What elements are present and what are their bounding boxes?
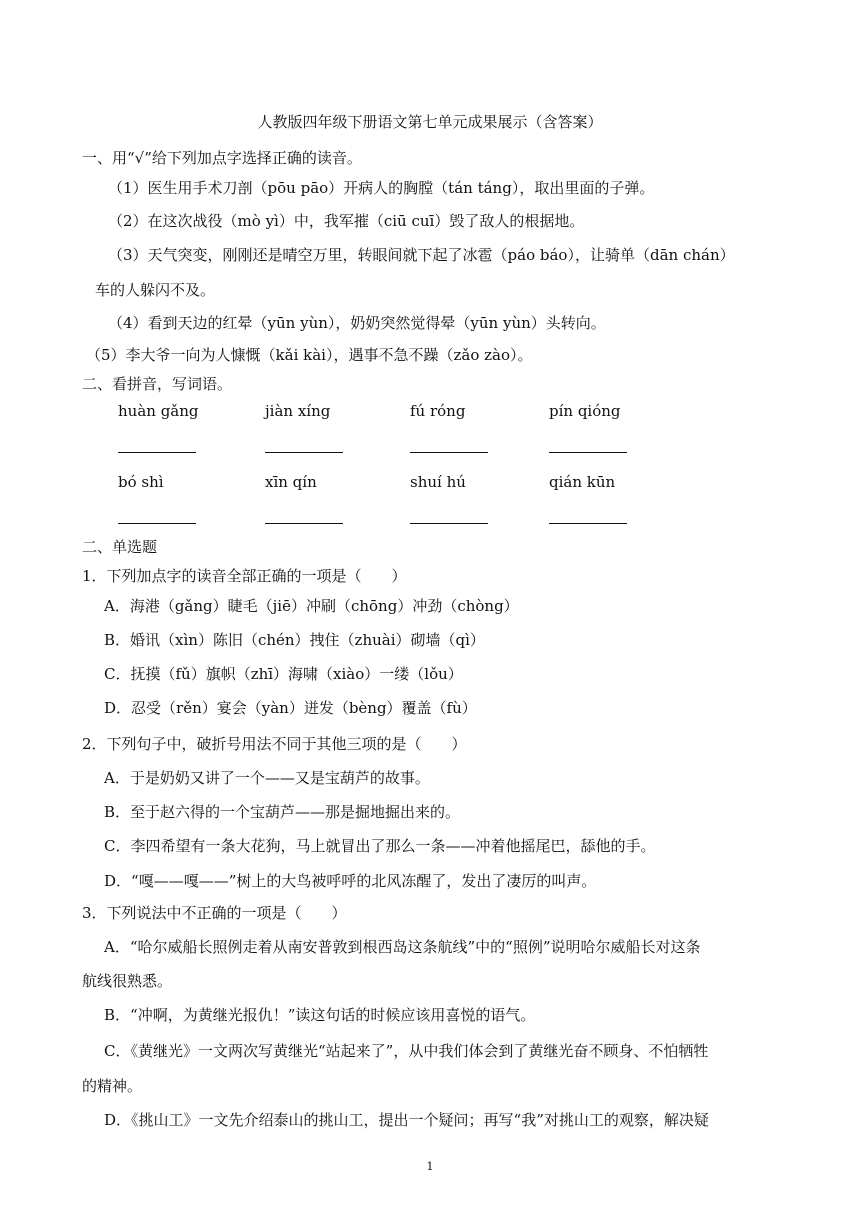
q1-stem: 1．下列加点字的读音全部正确的一项是（ ）	[82, 567, 407, 585]
q3-option-b: B．“冲啊，为黄继光报仇！”读这句话的时候应该用喜悦的语气。	[104, 1006, 536, 1024]
pinyin-2: jiàn xíng	[265, 402, 331, 420]
answer-blank[interactable]	[265, 452, 343, 453]
pinyin-5: bó shì	[118, 473, 164, 491]
s1-item-3-cont: 车的人躲闪不及。	[95, 281, 216, 299]
q1-option-d: D．忍受（rěn）宴会（yàn）迸发（bèng）覆盖（fù）	[104, 699, 477, 717]
pinyin-7: shuí hú	[410, 473, 466, 491]
pinyin-6: xīn qín	[265, 473, 317, 491]
answer-blank[interactable]	[549, 523, 627, 524]
q3-stem: 3．下列说法中不正确的一项是（ ）	[82, 904, 347, 922]
q2-option-c: C．李四希望有一条大花狗，马上就冒出了那么一条——冲着他摇尾巴，舔他的手。	[104, 837, 656, 855]
answer-blank[interactable]	[549, 452, 627, 453]
pinyin-8: qián kūn	[549, 473, 616, 491]
q1-option-c: C．抚摸（fǔ）旗帜（zhī）海啸（xiào）一缕（lǒu）	[104, 665, 463, 683]
q2-option-a: A．于是奶奶又讲了一个——又是宝葫芦的故事。	[104, 769, 430, 787]
q3-option-a-cont: 航线很熟悉。	[82, 972, 173, 990]
answer-blank[interactable]	[118, 452, 196, 453]
q1-option-a: A．海港（gǎng）睫毛（jiē）冲刷（chōng）冲劲（chòng）	[104, 597, 519, 615]
q2-stem: 2．下列句子中，破折号用法不同于其他三项的是（ ）	[82, 735, 467, 753]
page-number: 1	[426, 1160, 434, 1173]
q3-option-d: D．《挑山工》一文先介绍泰山的挑山工，提出一个疑问；再写“我”对挑山工的观察，解决疑	[104, 1111, 709, 1129]
s1-item-5: （5）李大爷一向为人慷慨（kǎi kài），遇事不急不躁（zǎo zào）。	[86, 346, 533, 364]
s1-item-3: （3）天气突变，刚刚还是晴空万里，转眼间就下起了冰雹（páo báo），让骑单（dān chán）	[108, 246, 735, 264]
pinyin-4: pín qióng	[549, 402, 621, 420]
s1-item-4: （4）看到天边的红晕（yūn yùn），奶奶突然觉得晕（yūn yùn）头转向。	[108, 314, 606, 332]
section-3-heading: 二、单选题	[82, 538, 158, 556]
document-title: 人教版四年级下册语文第七单元成果展示（含答案）	[257, 113, 603, 131]
q3-option-a: A．“哈尔威船长照例走着从南安普敦到根西岛这条航线”中的“照例”说明哈尔威船长对这条	[104, 938, 701, 956]
q1-option-b: B．婚讯（xìn）陈旧（chén）拽住（zhuài）砌墙（qì）	[104, 631, 485, 649]
s1-item-2: （2）在这次战役（mò yì）中，我军摧（ciū cuī）毁了敌人的根据地。	[108, 212, 585, 230]
q2-option-d: D．“嘎——嘎——”树上的大鸟被呼呼的北风冻醒了，发出了凄厉的叫声。	[104, 872, 597, 890]
answer-blank[interactable]	[265, 523, 343, 524]
q3-option-c: C．《黄继光》一文两次写黄继光“站起来了”，从中我们体会到了黄继光奋不顾身、不怕牺牲	[104, 1042, 709, 1060]
pinyin-1: huàn gǎng	[118, 402, 199, 420]
s1-item-1: （1）医生用手术刀剖（pōu pāo）开病人的胸膛（tán táng），取出里面的子弹。	[108, 179, 655, 197]
q3-option-c-cont: 的精神。	[82, 1077, 143, 1095]
q2-option-b: B．至于赵六得的一个宝葫芦——那是掘地掘出来的。	[104, 803, 461, 821]
pinyin-3: fú róng	[410, 402, 466, 420]
answer-blank[interactable]	[118, 523, 196, 524]
answer-blank[interactable]	[410, 523, 488, 524]
answer-blank[interactable]	[410, 452, 488, 453]
section-2-heading: 二、看拼音，写词语。	[82, 375, 233, 393]
section-1-heading: 一、用“√”给下列加点字选择正确的读音。	[82, 149, 362, 167]
